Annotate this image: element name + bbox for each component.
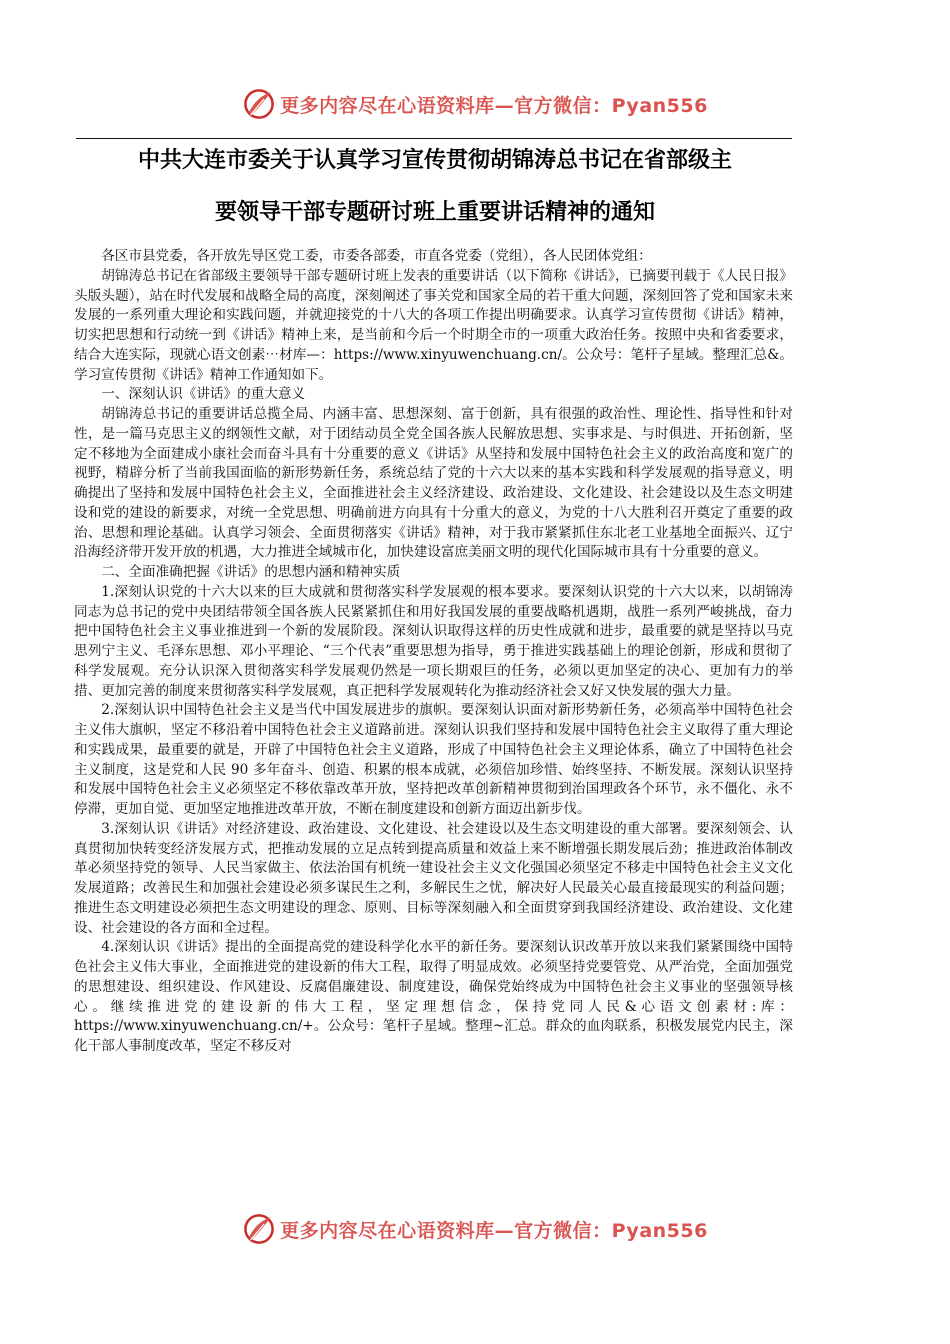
title-rule: [76, 138, 792, 139]
watermark-text: 更多内容尽在心语资料库—官方微信：Pyan556: [280, 94, 708, 117]
section-heading: 一、深刻认识《讲话》的重大意义: [101, 386, 306, 403]
feather-logo-icon: [242, 1212, 276, 1246]
document-title-line-1: 中共大连市委关于认真学习宣传贯彻胡锦涛总书记在省部级主: [137, 148, 732, 173]
section-heading: 二、全面准确把握《讲话》的思想内涵和精神实质: [101, 564, 401, 580]
body-paragraph: 胡锦涛总书记的重要讲话总揽全局、内涵丰富、思想深刻、富于创新，具有很强的政治性、理论性、指导性和针对性，是一篇马克思主义的纲领性文献，对于团结动员全党全国各族人民解放思想、实事求是、与时俱进、开拓创新，坚定不移地为全面建成小康社会而奋斗具有十分重要的意义《讲话》从坚持和发展中国特色社会主义的政治高度和宽广的视野，精辟分析了当前我国面临的新形势新任务，系统总结了党的十六大以来的基本实践和科学发展观的指导意义，明确提出了坚持和发展中国特色社会主义，全面推进社会主义经济建设、政治建设、文化建设、社会建设以及生态文明建设和党的建设的新要求，对统一全党思想、明确前进方向具有十分重大的意义，为党的十八大胜利召开奠定了重要的政治、思想和理论基础。认真学习领会、全面贯彻落实《讲话》精神，对于我市紧紧抓住东北老工业基地全面振兴、辽宁沿海经济带开发开放的机遇，大力推进全域城市化，加快建设富庶美丽文明的现代化国际城市具有十分重要的意义。: [74, 406, 793, 561]
watermark-text: 更多内容尽在心语资料库—官方微信：Pyan556: [280, 1219, 708, 1242]
body-paragraph: 2.深刻认识中国特色社会主义是当代中国发展进步的旗帜。要深刻认识面对新形势新任务，必须高举中国特色社会主义伟大旗帜，坚定不移沿着中国特色社会主义道路前进。深刻认识我们坚持和发展中国特色社会主义取得了重大理论和实践成果，最重要的就是，开辟了中国特色社会主义道路，形成了中国特色社会主义理论体系，确立了中国特色社会主义制度，这是党和人民 90 多年奋斗、创造、积累的根本成就，必须倍加珍惜、始终坚持、不断发展。深刻认识坚持和发展中国特色社会主义必须坚定不移依靠改革开放，坚持把改革创新精神贯彻到治国理政各个环节，永不僵化、永不停滞，更加自觉、更加坚定地推进改革开放，不断在制度建设和创新方面迈出新步伐。: [74, 702, 793, 817]
document-body: [74, 247, 793, 1057]
body-paragraph: 胡锦涛总书记在省部级主要领导干部专题研讨班上发表的重要讲话（以下简称《讲话》，已摘要刊载于《人民日报》头版头题），站在时代发展和战略全局的高度，深刻阐述了事关党和国家全局的若干重大问题，深刻回答了党和国家未来发展的一系列重大理论和实践问题，并就迎接党的十八大的各项工作提出明确要求。认真学习宣传贯彻《讲话》精神，切实把思想和行动统一到《讲话》精神上来，是当前和今后一个时期全市的一项重大政治任务。按照中央和省委要求，结合大连实际，现就心语文创素⋯材库—：https://www.xinyuwenchuang.cn/。公众号：笔杆子星域。整理汇总&。学习宣传贯彻《讲话》精神工作通知如下。: [74, 267, 793, 383]
body-paragraph: 3.深刻认识《讲话》对经济建设、政治建设、文化建设、社会建设以及生态文明建设的重大部署。要深刻领会、认真贯彻加快转变经济发展方式，把推动发展的立足点转到提高质量和效益上来不断增强长期发展后劲；推进政治体制改革必须坚持党的领导、人民当家做主、依法治国有机统一建设社会主义文化强国必须坚定不移走中国特色社会主义文化发展道路；改善民生和加强社会建设必须多谋民生之利，多解民生之忧，解决好人民最关心最直接最现实的利益问题；推进生态文明建设必须把生态文明建设的理念、原则、目标等深刻融入和全面贯穿到我国经济建设、政治建设、文化建设、社会建设的各方面和全过程。: [74, 820, 793, 936]
watermark-banner-top: [0, 84, 950, 124]
body-paragraph: 1.深刻认识党的十六大以来的巨大成就和贯彻落实科学发展观的根本要求。要深刻认识党的十六大以来，以胡锦涛同志为总书记的党中央团结带领全国各族人民紧紧抓住和用好我国发展的重要战略机遇期，战胜一系列严峻挑战，奋力把中国特色社会主义事业推进到一个新的发展阶段。深刻认识取得这样的历史性成就和进步，最重要的就是坚持以马克思列宁主义、毛泽东思想、邓小平理论、“三个代表”重要思想为指导，勇于推进实践基础上的理论创新，形成和贯彻了科学发展观。充分认识深入贯彻落实科学发展观仍然是一项长期艰巨的任务，必须以更加坚定的决心、更加有力的举措、更加完善的制度来贯彻落实科学发展观，真正把科学发展观转化为推动经济社会又好又快发展的强大力量。: [74, 583, 793, 699]
salutation: 各区市县党委，各开放先导区党工委，市委各部委，市直各党委（党组），各人民团体党组：: [101, 248, 652, 264]
feather-logo-icon: [242, 87, 276, 121]
document-title-line-2: 要领导干部专题研讨班上重要讲话精神的通知: [214, 200, 655, 225]
body-paragraph: 4.深刻认识《讲话》提出的全面提高党的建设科学化水平的新任务。要深刻认识改革开放以来我们紧紧围绕中国特色社会主义伟大事业，全面推进党的建设新的伟大工程，取得了明显成效。必须坚持党要管党、从严治党，全面加强党的思想建设、组织建设、作风建设、反腐倡廉建设、制度建设，确保党始终成为中国特色社会主义事业的坚强领导核心。继续推进党的建设新的伟大工程，坚定理想信念，保持党同人民&心语文创素材:库：https://www.xinyuwenchuang.cn/+。公众号：笔杆子星域。整理~汇总。群众的血肉联系，积极发展党内民主，深化干部人事制度改革，坚定不移反对: [74, 939, 793, 1054]
watermark-banner-bottom: [0, 1209, 950, 1249]
